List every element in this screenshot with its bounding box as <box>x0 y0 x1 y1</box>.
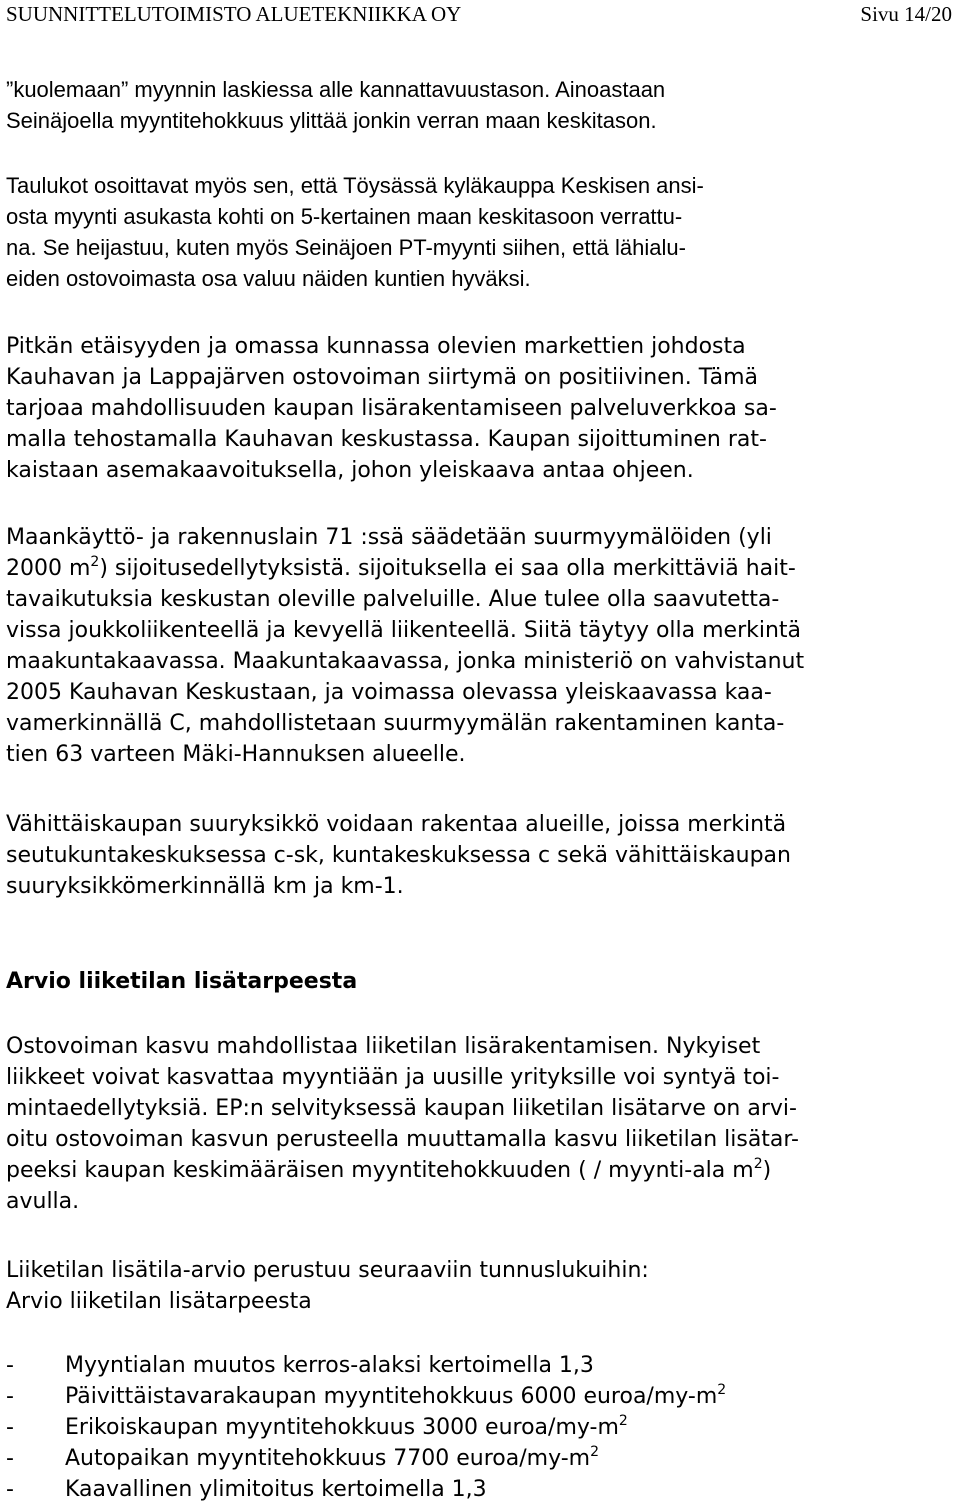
text-line <box>6 1155 936 1186</box>
text-line: Kauhavan ja Lappajärven ostovoiman siirtymä on positiivinen. Tämä <box>6 365 758 390</box>
text-line <box>6 553 936 584</box>
list-item-text: Kaavallinen ylimitoitus kertoimella 1,3 <box>65 1477 487 1502</box>
text-line: Maankäyttö- ja rakennuslain 71 :ssä säädetään suurmyymälöiden (yli <box>6 525 772 550</box>
dash-bullet: - <box>6 1384 14 1409</box>
superscript: 2 <box>590 1444 599 1460</box>
page-header <box>6 2 952 30</box>
list-item <box>6 1350 936 1381</box>
text-line: Taulukot osoittavat myös sen, että Töysässä kyläkauppa Keskisen ansi- <box>6 173 704 198</box>
dash-bullet: - <box>6 1477 14 1502</box>
dash-bullet: - <box>6 1415 14 1440</box>
paragraph-ostovoiman-kasvu <box>6 1031 936 1217</box>
text-line: liikkeet voivat kasvattaa myyntiään ja uusille yrityksille voi syntyä toi- <box>6 1065 780 1090</box>
text-line: vissa joukkoliikenteellä ja kevyellä liikenteellä. Siitä täytyy olla merkintä <box>6 618 802 643</box>
dash-bullet: - <box>6 1446 14 1471</box>
text-line: tien 63 varteen Mäki-Hannuksen alueelle. <box>6 742 466 767</box>
paragraph-kauhava-lappajarvi <box>6 331 936 486</box>
paragraph-ostovoima-intro <box>6 74 936 136</box>
text-line: Arvio liiketilan lisätarpeesta <box>6 1289 312 1314</box>
text-fragment: ) <box>762 1158 772 1183</box>
list-item <box>6 1443 936 1474</box>
superscript: 2 <box>90 554 100 570</box>
text-line: suuryksikkömerkinnällä km ja km-1. <box>6 874 404 899</box>
text-line: Liiketilan lisätila-arvio perustuu seuraaviin tunnuslukuihin: <box>6 1258 649 1283</box>
text-line: Pitkän etäisyyden ja omassa kunnassa olevien markettien johdosta <box>6 334 746 359</box>
text-line: kaistaan asemakaavoituksella, johon yleiskaava antaa ohjeen. <box>6 458 694 483</box>
list-item-text: Erikoiskaupan myyntitehokkuus 3000 euroa/my-m <box>65 1415 619 1440</box>
page-number: Sivu 14/20 <box>860 2 952 26</box>
criteria-list <box>6 1350 936 1505</box>
text-line: na. Se heijastuu, kuten myös Seinäjoen PT-myynti siihen, että lähialu- <box>6 235 686 260</box>
text-line: vamerkinnällä C, mahdollistetaan suurmyymälän rakentaminen kanta- <box>6 711 785 736</box>
section-heading: Arvio liiketilan lisätarpeesta <box>6 969 358 994</box>
text-fragment: ) sijoitusedellytyksistä. sijoituksella ei saa olla merkittäviä hait- <box>99 556 796 581</box>
text-line: malla tehostamalla Kauhavan keskustassa. Kaupan sijoittuminen rat- <box>6 427 767 452</box>
text-line: Seinäjoella myyntitehokkuus ylittää jonkin verran maan keskitason. <box>6 108 657 133</box>
text-line: ”kuolemaan” myynnin laskiessa alle kannattavuustason. Ainoastaan <box>6 77 666 102</box>
list-item-text: Myyntialan muutos kerros-alaksi kertoimella 1,3 <box>65 1353 594 1378</box>
company-name: SUUNNITTELUTOIMISTO ALUETEKNIIKKA OY <box>6 2 462 26</box>
text-line: Vähittäiskaupan suuryksikkö voidaan rakentaa alueille, joissa merkintä <box>6 812 787 837</box>
list-item-text: Autopaikan myyntitehokkuus 7700 euroa/my-m <box>65 1446 591 1471</box>
text-line: tarjoaa mahdollisuuden kaupan lisärakentamiseen palveluverkkoa sa- <box>6 396 777 421</box>
dash-bullet: - <box>6 1353 14 1378</box>
text-line: oitu ostovoiman kasvun perusteella muuttamalla kasvu liiketilan lisätar- <box>6 1127 799 1152</box>
list-item <box>6 1412 936 1443</box>
paragraph-maankayttolaki <box>6 522 936 770</box>
list-item-text: Päivittäistavarakaupan myyntitehokkuus 6000 euroa/my-m <box>65 1384 718 1409</box>
superscript: 2 <box>753 1156 763 1172</box>
list-item <box>6 1474 936 1505</box>
paragraph-tunnusluvut <box>6 1255 936 1317</box>
text-line: mintaedellytyksiä. EP:n selvityksessä kaupan liiketilan lisätarve on arvi- <box>6 1096 797 1121</box>
text-line: seutukuntakeskuksessa c-sk, kuntakeskuksessa c sekä vähittäiskaupan <box>6 843 791 868</box>
text-fragment: 2000 m <box>6 556 91 581</box>
text-line: eiden ostovoimasta osa valuu näiden kuntien hyväksi. <box>6 266 531 291</box>
paragraph-vahittaiskauppa <box>6 809 936 902</box>
superscript: 2 <box>618 1413 628 1429</box>
superscript: 2 <box>717 1382 727 1398</box>
list-item <box>6 1381 936 1412</box>
text-line: 2005 Kauhavan Keskustaan, ja voimassa olevassa yleiskaavassa kaa- <box>6 680 772 705</box>
paragraph-taulukot <box>6 170 936 294</box>
text-line: Ostovoiman kasvu mahdollistaa liiketilan lisärakentamisen. Nykyiset <box>6 1034 761 1059</box>
text-fragment: peeksi kaupan keskimääräisen myyntitehokkuuden ( / myynti-ala m <box>6 1158 754 1183</box>
text-line: maakuntakaavassa. Maakuntakaavassa, jonka ministeriö on vahvistanut <box>6 649 805 674</box>
text-line: osta myynti asukasta kohti on 5-kertainen maan keskitasoon verrattu- <box>6 204 683 229</box>
text-line: avulla. <box>6 1189 80 1214</box>
text-line: tavaikutuksia keskustan oleville palveluille. Alue tulee olla saavutetta- <box>6 587 780 612</box>
